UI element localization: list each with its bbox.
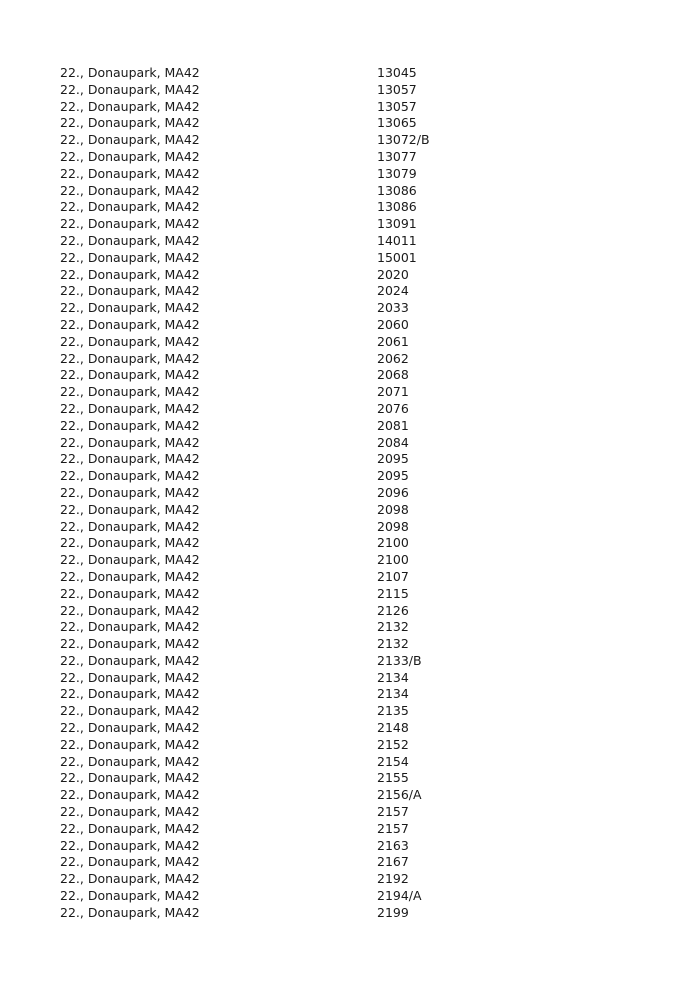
location-text: 22., Donaupark, MA42 bbox=[60, 132, 200, 148]
record-number: 2084 bbox=[377, 434, 409, 450]
list-item bbox=[60, 720, 660, 737]
location-text: 22., Donaupark, MA42 bbox=[60, 669, 200, 685]
list-item bbox=[60, 384, 660, 401]
location-text: 22., Donaupark, MA42 bbox=[60, 535, 200, 551]
record-number: 2134 bbox=[377, 669, 409, 685]
location-text: 22., Donaupark, MA42 bbox=[60, 468, 200, 484]
record-number: 2062 bbox=[377, 350, 409, 366]
location-text: 22., Donaupark, MA42 bbox=[60, 585, 200, 601]
record-number: 13077 bbox=[377, 148, 417, 164]
location-text: 22., Donaupark, MA42 bbox=[60, 484, 200, 500]
record-number: 2199 bbox=[377, 904, 409, 920]
location-text: 22., Donaupark, MA42 bbox=[60, 98, 200, 114]
location-text: 22., Donaupark, MA42 bbox=[60, 837, 200, 853]
location-text: 22., Donaupark, MA42 bbox=[60, 65, 200, 80]
location-text: 22., Donaupark, MA42 bbox=[60, 316, 200, 332]
list-item bbox=[60, 334, 660, 351]
list-item bbox=[60, 300, 660, 317]
location-text: 22., Donaupark, MA42 bbox=[60, 501, 200, 517]
record-number: 2098 bbox=[377, 501, 409, 517]
location-text: 22., Donaupark, MA42 bbox=[60, 434, 200, 450]
location-text: 22., Donaupark, MA42 bbox=[60, 720, 200, 736]
list-item bbox=[60, 586, 660, 603]
list-item bbox=[60, 838, 660, 855]
location-text: 22., Donaupark, MA42 bbox=[60, 636, 200, 652]
list-item bbox=[60, 804, 660, 821]
record-number: 2076 bbox=[377, 400, 409, 416]
list-item bbox=[60, 485, 660, 502]
list-item bbox=[60, 569, 660, 586]
record-number: 13045 bbox=[377, 65, 417, 80]
record-number: 2192 bbox=[377, 871, 409, 887]
record-number: 2132 bbox=[377, 619, 409, 635]
record-number: 13086 bbox=[377, 199, 417, 215]
record-number: 2156/A bbox=[377, 787, 422, 803]
record-number: 2081 bbox=[377, 417, 409, 433]
list-item bbox=[60, 871, 660, 888]
list-item bbox=[60, 418, 660, 435]
list-item bbox=[60, 552, 660, 569]
record-number: 2154 bbox=[377, 753, 409, 769]
list-item bbox=[60, 367, 660, 384]
list-item bbox=[60, 905, 660, 922]
record-number: 2134 bbox=[377, 686, 409, 702]
record-number: 15001 bbox=[377, 249, 417, 265]
list-item bbox=[60, 636, 660, 653]
record-number: 2135 bbox=[377, 703, 409, 719]
location-text: 22., Donaupark, MA42 bbox=[60, 81, 200, 97]
record-number: 2033 bbox=[377, 300, 409, 316]
record-number: 2100 bbox=[377, 552, 409, 568]
record-number: 13057 bbox=[377, 98, 417, 114]
location-text: 22., Donaupark, MA42 bbox=[60, 602, 200, 618]
list-item bbox=[60, 653, 660, 670]
list-item bbox=[60, 468, 660, 485]
list-item bbox=[60, 401, 660, 418]
list-item bbox=[60, 82, 660, 99]
record-number: 13065 bbox=[377, 115, 417, 131]
location-text: 22., Donaupark, MA42 bbox=[60, 652, 200, 668]
list-item bbox=[60, 737, 660, 754]
record-number: 2132 bbox=[377, 636, 409, 652]
list-item bbox=[60, 199, 660, 216]
list-item bbox=[60, 502, 660, 519]
record-number: 2133/B bbox=[377, 652, 422, 668]
list-item bbox=[60, 250, 660, 267]
list-item bbox=[60, 183, 660, 200]
list-item bbox=[60, 821, 660, 838]
record-number: 14011 bbox=[377, 232, 417, 248]
location-text: 22., Donaupark, MA42 bbox=[60, 787, 200, 803]
record-number: 13091 bbox=[377, 216, 417, 232]
record-number: 2107 bbox=[377, 568, 409, 584]
location-text: 22., Donaupark, MA42 bbox=[60, 770, 200, 786]
record-number: 2163 bbox=[377, 837, 409, 853]
list-item bbox=[60, 888, 660, 905]
location-text: 22., Donaupark, MA42 bbox=[60, 249, 200, 265]
record-number: 2071 bbox=[377, 384, 409, 400]
list-item bbox=[60, 267, 660, 284]
location-text: 22., Donaupark, MA42 bbox=[60, 266, 200, 282]
list-item bbox=[60, 216, 660, 233]
list-item bbox=[60, 619, 660, 636]
record-number: 2157 bbox=[377, 820, 409, 836]
location-text: 22., Donaupark, MA42 bbox=[60, 115, 200, 131]
record-number: 2157 bbox=[377, 804, 409, 820]
location-text: 22., Donaupark, MA42 bbox=[60, 165, 200, 181]
record-number: 2068 bbox=[377, 367, 409, 383]
location-text: 22., Donaupark, MA42 bbox=[60, 854, 200, 870]
location-text: 22., Donaupark, MA42 bbox=[60, 148, 200, 164]
record-number: 2098 bbox=[377, 518, 409, 534]
location-text: 22., Donaupark, MA42 bbox=[60, 904, 200, 920]
list-item bbox=[60, 317, 660, 334]
record-number: 2096 bbox=[377, 484, 409, 500]
location-text: 22., Donaupark, MA42 bbox=[60, 703, 200, 719]
record-number: 2148 bbox=[377, 720, 409, 736]
list-item bbox=[60, 283, 660, 300]
list-item bbox=[60, 754, 660, 771]
record-number: 2024 bbox=[377, 283, 409, 299]
location-text: 22., Donaupark, MA42 bbox=[60, 568, 200, 584]
location-text: 22., Donaupark, MA42 bbox=[60, 199, 200, 215]
list-item bbox=[60, 686, 660, 703]
record-number: 2095 bbox=[377, 468, 409, 484]
location-text: 22., Donaupark, MA42 bbox=[60, 367, 200, 383]
location-text: 22., Donaupark, MA42 bbox=[60, 400, 200, 416]
location-text: 22., Donaupark, MA42 bbox=[60, 333, 200, 349]
location-text: 22., Donaupark, MA42 bbox=[60, 518, 200, 534]
location-text: 22., Donaupark, MA42 bbox=[60, 552, 200, 568]
list-item bbox=[60, 854, 660, 871]
location-text: 22., Donaupark, MA42 bbox=[60, 686, 200, 702]
location-text: 22., Donaupark, MA42 bbox=[60, 232, 200, 248]
location-text: 22., Donaupark, MA42 bbox=[60, 216, 200, 232]
list-item bbox=[60, 787, 660, 804]
record-number: 2100 bbox=[377, 535, 409, 551]
list-item bbox=[60, 770, 660, 787]
record-number: 13057 bbox=[377, 81, 417, 97]
location-text: 22., Donaupark, MA42 bbox=[60, 871, 200, 887]
list-item bbox=[60, 233, 660, 250]
location-text: 22., Donaupark, MA42 bbox=[60, 384, 200, 400]
list-item bbox=[60, 603, 660, 620]
list-item bbox=[60, 535, 660, 552]
location-text: 22., Donaupark, MA42 bbox=[60, 451, 200, 467]
record-number: 13086 bbox=[377, 182, 417, 198]
list-item bbox=[60, 451, 660, 468]
list-item bbox=[60, 670, 660, 687]
list-item bbox=[60, 115, 660, 132]
record-number: 2155 bbox=[377, 770, 409, 786]
record-number: 2060 bbox=[377, 316, 409, 332]
record-number: 2115 bbox=[377, 585, 409, 601]
list-item bbox=[60, 132, 660, 149]
location-text: 22., Donaupark, MA42 bbox=[60, 753, 200, 769]
record-number: 2126 bbox=[377, 602, 409, 618]
list-item bbox=[60, 703, 660, 720]
record-number: 13079 bbox=[377, 165, 417, 181]
location-text: 22., Donaupark, MA42 bbox=[60, 820, 200, 836]
location-text: 22., Donaupark, MA42 bbox=[60, 182, 200, 198]
location-text: 22., Donaupark, MA42 bbox=[60, 283, 200, 299]
location-text: 22., Donaupark, MA42 bbox=[60, 350, 200, 366]
record-number: 2061 bbox=[377, 333, 409, 349]
list-item bbox=[60, 351, 660, 368]
location-text: 22., Donaupark, MA42 bbox=[60, 804, 200, 820]
list-item bbox=[60, 99, 660, 116]
location-text: 22., Donaupark, MA42 bbox=[60, 417, 200, 433]
list-item bbox=[60, 166, 660, 183]
record-number: 2167 bbox=[377, 854, 409, 870]
record-number: 13072/B bbox=[377, 132, 430, 148]
record-number: 2095 bbox=[377, 451, 409, 467]
record-list bbox=[60, 65, 660, 922]
location-text: 22., Donaupark, MA42 bbox=[60, 619, 200, 635]
location-text: 22., Donaupark, MA42 bbox=[60, 300, 200, 316]
list-item bbox=[60, 65, 660, 82]
record-number: 2194/A bbox=[377, 888, 422, 904]
record-number: 2152 bbox=[377, 736, 409, 752]
record-number: 2020 bbox=[377, 266, 409, 282]
list-item bbox=[60, 519, 660, 536]
list-item bbox=[60, 435, 660, 452]
location-text: 22., Donaupark, MA42 bbox=[60, 888, 200, 904]
location-text: 22., Donaupark, MA42 bbox=[60, 736, 200, 752]
list-item bbox=[60, 149, 660, 166]
